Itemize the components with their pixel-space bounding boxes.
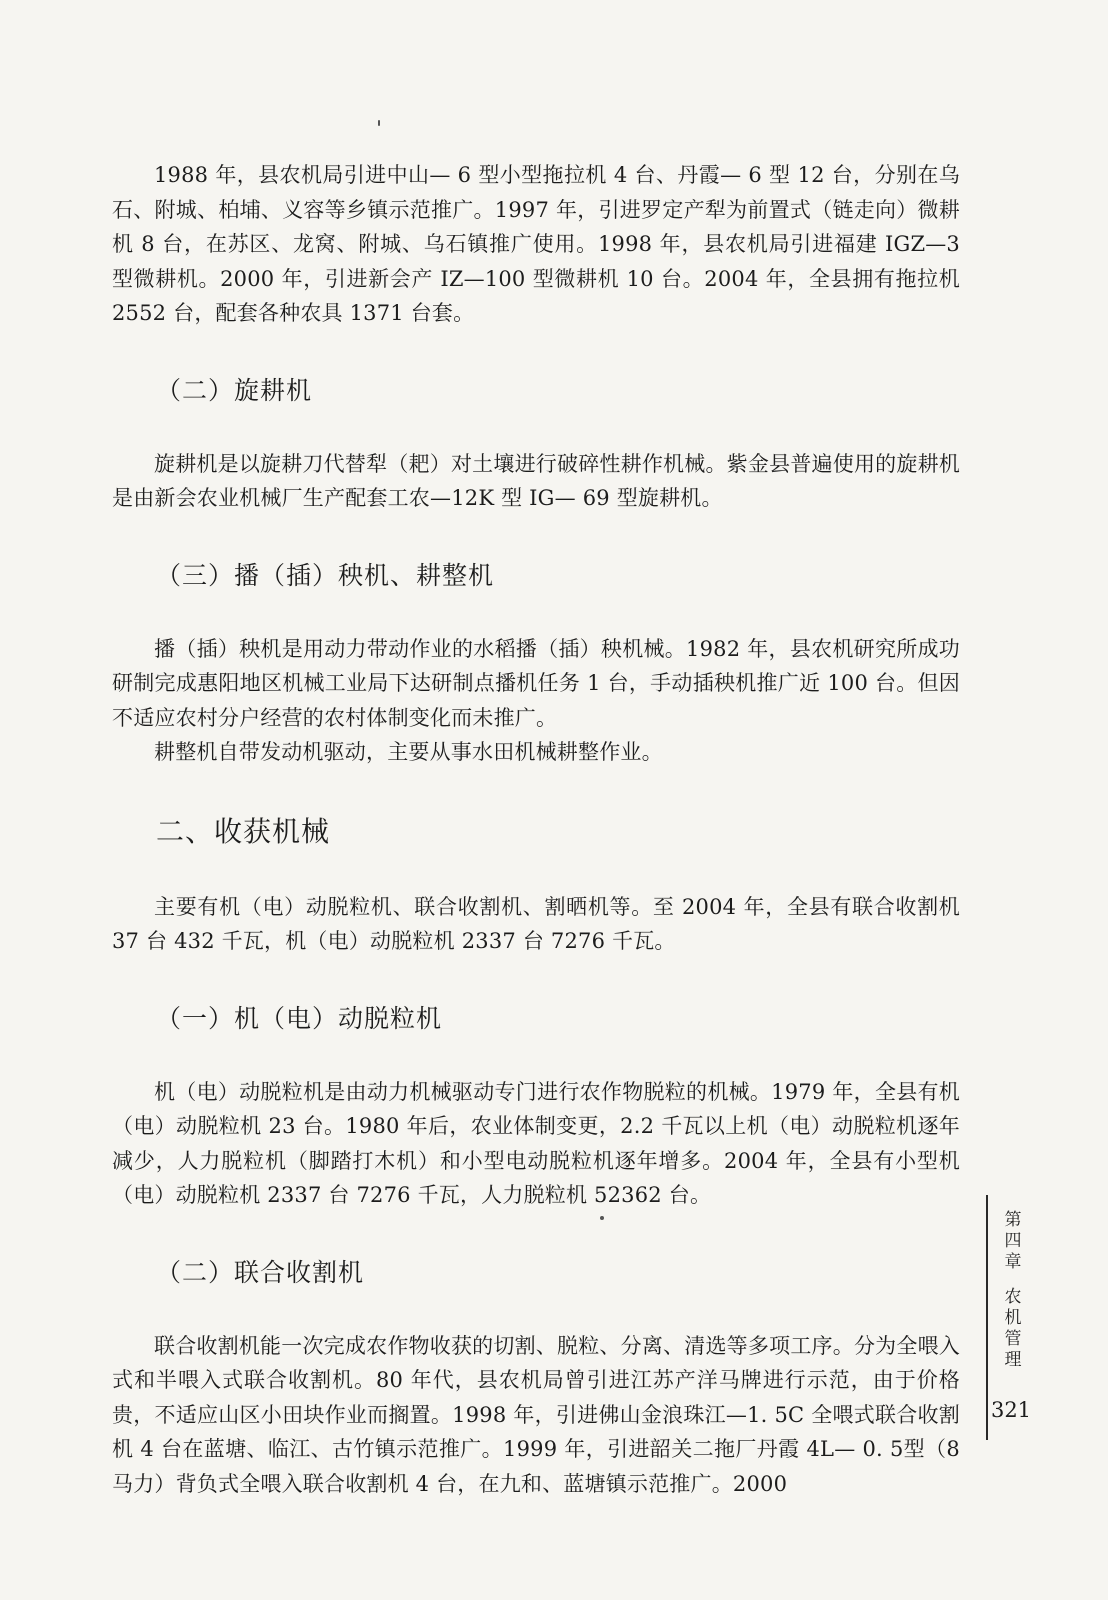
subheading-transplanter: （三）播（插）秧机、耕整机 xyxy=(156,560,495,590)
side-tab-char: 四 xyxy=(1004,1231,1022,1251)
subheading-combine-harvester: （二）联合收割机 xyxy=(156,1257,365,1287)
paragraph-power-tiller: 耕整机自带发动机驱动，主要从事水田机械耕整作业。 xyxy=(154,740,663,764)
chapter-side-tab xyxy=(993,1210,1033,1371)
paragraph-combine-harvester: 联合收割机能一次完成农作物收获的切割、脱粒、分离、清选等多项工序。分为全喂入式和半喂入式联合收割机。80 年代，县农机局曾引进江苏产洋马牌进行示范，由于价格贵，不适应山区小田块作业而搁置。1998 年，引进佛山金浪珠江—1. 5C 全喂式联合收割机 4 台在蓝塘、临江、古竹镇示范推广。1999 年，引进韶关二拖厂丹霞 4L— 0. 5型（8 马力）背负式全喂入联合收割机 4 台，在九和、蓝塘镇示范推广。2000 xyxy=(112,1333,960,1496)
side-tab-char: 农 xyxy=(1004,1287,1022,1307)
paragraph-rotary-tiller: 旋耕机是以旋耕刀代替犁（耙）对土壤进行破碎性耕作机械。紫金县普遍使用的旋耕机是由新会农业机械厂生产配套工农—12K 型 IG— 69 型旋耕机。 xyxy=(112,451,960,510)
subheading-thresher: （一）机（电）动脱粒机 xyxy=(156,1003,443,1033)
subheading-rotary-tiller: （二）旋耕机 xyxy=(156,375,313,405)
side-tab-char: 机 xyxy=(1004,1308,1022,1328)
side-tab-char: 理 xyxy=(1004,1350,1022,1370)
paragraph-thresher: 机（电）动脱粒机是由动力机械驱动专门进行农作物脱粒的机械。1979 年，全县有机（电）动脱粒机 23 台。1980 年后，农业体制变更，2.2 千瓦以上机（电）动脱粒机逐年减少，人力脱粒机（脚踏打木机）和小型电动脱粒机逐年增多。2004 年，全县有小型机（电）动脱粒机 2337 台 7276 千瓦，人力脱粒机 52362 台。 xyxy=(112,1079,960,1207)
side-tab-char: 管 xyxy=(1004,1329,1022,1349)
side-tab-char: 第 xyxy=(1004,1210,1022,1230)
main-text-column xyxy=(112,158,960,1501)
section-heading-harvest-machinery: 二、收获机械 xyxy=(156,814,331,848)
paragraph-harvest-overview: 主要有机（电）动脱粒机、联合收割机、割晒机等。至 2004 年，全县有联合收割机 37 台 432 千瓦，机（电）动脱粒机 2337 台 7276 千瓦。 xyxy=(112,894,960,953)
page-number: 321 xyxy=(990,1398,1032,1422)
paragraph-tractor-history: 1988 年，县农机局引进中山— 6 型小型拖拉机 4 台、丹霞— 6 型 12 台，分别在乌石、附城、柏埔、义容等乡镇示范推广。1997 年，引进罗定产犁为前置式（链走向）微耕机 8 台，在苏区、龙窝、附城、乌石镇推广使用。1998 年，县农机局引进福建 IGZ—3 型微耕机。2000 年，引进新会产 IZ—100 型微耕机 10 台。2004 年，全县拥有拖拉机 2552 台，配套各种农具 1371 台套。 xyxy=(112,163,960,325)
paragraph-transplanter: 播（插）秧机是用动力带动作业的水稻播（插）秧机械。1982 年，县农机研究所成功研制完成惠阳地区机械工业局下达研制点播机任务 1 台，手动插秧机推广近 100 台。但因不适应农村分户经营的农村体制变化而未推广。 xyxy=(112,636,960,730)
side-tab-char: 章 xyxy=(1004,1252,1022,1272)
scan-speck xyxy=(600,1216,604,1220)
scan-speck xyxy=(378,120,380,126)
